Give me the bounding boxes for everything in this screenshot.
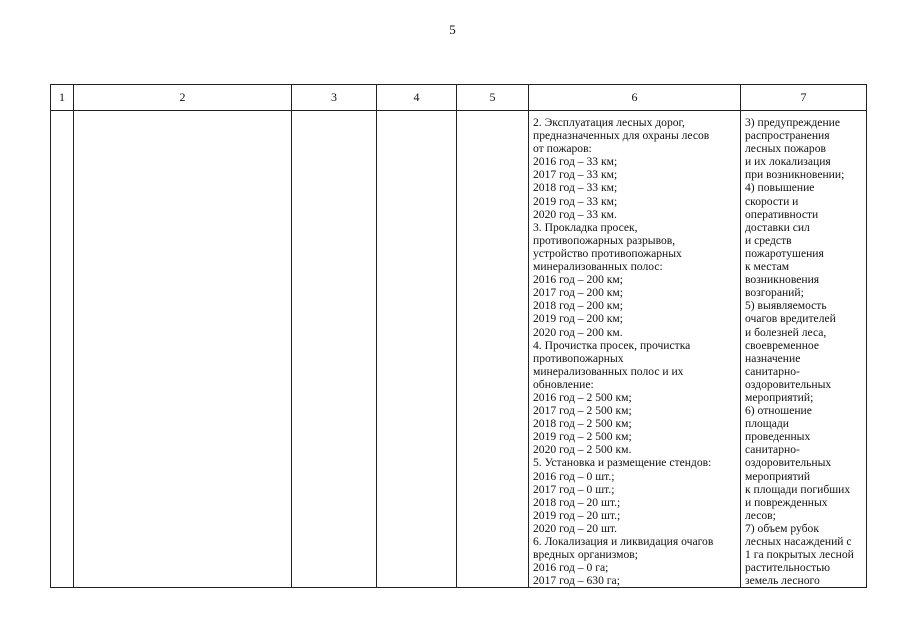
- indicator-line: и средств: [745, 233, 792, 247]
- header-col-5: 5: [457, 85, 529, 111]
- activity-line: 2018 год – 2 500 км;: [533, 417, 632, 431]
- cell-col-1: [51, 111, 74, 588]
- activity-line: минерализованных полос:: [533, 260, 663, 274]
- indicator-line: и их локализация: [745, 155, 831, 169]
- indicator-line: растительностью: [745, 561, 831, 575]
- cell-col-2: [74, 111, 292, 588]
- indicator-line: проведенных: [745, 430, 811, 444]
- header-col-4: 4: [377, 85, 457, 111]
- indicator-line: площади: [745, 417, 789, 431]
- indicator-line: санитарно-: [745, 364, 800, 378]
- indicator-line: доставки сил: [745, 220, 810, 234]
- activity-line: 5. Установка и размещение стендов:: [533, 456, 712, 470]
- activities-text: [529, 111, 740, 587]
- activity-line: 2020 год – 33 км.: [533, 207, 617, 221]
- indicator-line: пожаротушения: [745, 246, 824, 260]
- activity-line: 2016 год – 200 км;: [533, 273, 623, 287]
- indicator-line: 3) предупреждение: [745, 116, 841, 129]
- activity-line: 2018 год – 20 шт.;: [533, 495, 621, 509]
- cell-col-7: [741, 111, 867, 588]
- activity-line: 2017 год – 33 км;: [533, 168, 618, 182]
- indicator-line: 4) повышение: [745, 181, 815, 195]
- activity-line: 2020 год – 20 шт.: [533, 521, 618, 535]
- indicator-line: 1 га покрытых лесной: [745, 548, 854, 562]
- indicator-line: к местам: [745, 260, 790, 274]
- header-col-6: 6: [529, 85, 741, 111]
- indicator-line: скорости и: [745, 194, 799, 208]
- activity-line: обновление:: [533, 377, 594, 391]
- page-number: 5: [449, 22, 456, 37]
- header-col-3: 3: [292, 85, 377, 111]
- header-col-7: 7: [741, 85, 867, 111]
- cell-col-3: [292, 111, 377, 588]
- activity-line: 2016 год – 0 шт.;: [533, 469, 615, 483]
- cell-col-4: [377, 111, 457, 588]
- indicator-line: 5) выявляемость: [745, 299, 827, 313]
- indicator-line: лесных насаждений с: [745, 535, 852, 548]
- activity-line: 2018 год – 200 км;: [533, 299, 623, 313]
- activity-line: 2019 год – 33 км;: [533, 194, 618, 208]
- activity-line: 2016 год – 2 500 км;: [533, 390, 632, 404]
- activity-line: предназначенных для охраны лесов: [533, 129, 710, 143]
- indicator-line: 7) объем рубок: [745, 521, 819, 535]
- activity-line: 2017 год – 0 шт.;: [533, 482, 615, 496]
- indicator-line: лесных пожаров: [745, 142, 826, 156]
- activity-line: 4. Прочистка просек, прочистка: [533, 338, 691, 352]
- activity-line: устройство противопожарных: [533, 246, 682, 260]
- indicator-line: земель лесного: [745, 574, 820, 588]
- header-col-1: 1: [51, 85, 74, 111]
- activity-line: 2017 год – 630 га;: [533, 574, 620, 588]
- indicator-line: очагов вредителей: [745, 312, 836, 326]
- cell-col-5: [457, 111, 529, 588]
- indicators-text: [741, 111, 866, 587]
- activity-line: вредных организмов;: [533, 548, 639, 562]
- indicator-line: к площади погибших: [745, 482, 851, 496]
- program-table: [50, 84, 867, 588]
- activity-line: 2017 год – 200 км;: [533, 286, 623, 300]
- header-col-2: 2: [74, 85, 292, 111]
- activity-line: 2020 год – 2 500 км.: [533, 443, 632, 457]
- indicator-line: возникновения: [745, 273, 820, 287]
- activity-line: 6. Локализация и ликвидация очагов: [533, 535, 714, 548]
- indicator-line: своевременное: [745, 338, 820, 352]
- indicator-line: распространения: [745, 129, 830, 143]
- indicator-line: мероприятий: [745, 469, 811, 483]
- indicator-line: лесов;: [745, 508, 776, 522]
- indicator-line: и поврежденных: [745, 495, 828, 509]
- indicator-line: 6) отношение: [745, 404, 812, 418]
- indicator-line: оздоровительных: [745, 377, 832, 391]
- indicator-line: и болезней леса,: [745, 325, 827, 339]
- indicator-line: назначение: [745, 351, 801, 365]
- activity-line: противопожарных разрывов,: [533, 233, 676, 247]
- indicator-line: санитарно-: [745, 443, 800, 457]
- activity-line: 2. Эксплуатация лесных дорог,: [533, 116, 685, 129]
- activity-line: 2019 год – 20 шт.;: [533, 508, 621, 522]
- activity-line: 2019 год – 2 500 км;: [533, 430, 632, 444]
- table-row: [51, 111, 867, 588]
- activity-line: минерализованных полос и их: [533, 364, 684, 378]
- indicator-line: мероприятий;: [745, 390, 814, 404]
- activity-line: 2016 год – 33 км;: [533, 155, 618, 169]
- activity-line: от пожаров:: [533, 142, 592, 156]
- activity-line: 2018 год – 33 км;: [533, 181, 618, 195]
- activity-line: 3. Прокладка просек,: [533, 220, 638, 234]
- indicator-line: возгораний;: [745, 286, 804, 300]
- activity-line: 2020 год – 200 км.: [533, 325, 623, 339]
- activity-line: 2017 год – 2 500 км;: [533, 404, 632, 418]
- indicator-line: при возникновении;: [745, 168, 845, 182]
- activity-line: 2016 год – 0 га;: [533, 561, 609, 575]
- indicator-line: оперативности: [745, 207, 819, 221]
- cell-col-6: [529, 111, 741, 588]
- activity-line: 2019 год – 200 км;: [533, 312, 623, 326]
- indicator-line: оздоровительных: [745, 456, 832, 470]
- header-row: [51, 85, 867, 111]
- activity-line: противопожарных: [533, 351, 624, 365]
